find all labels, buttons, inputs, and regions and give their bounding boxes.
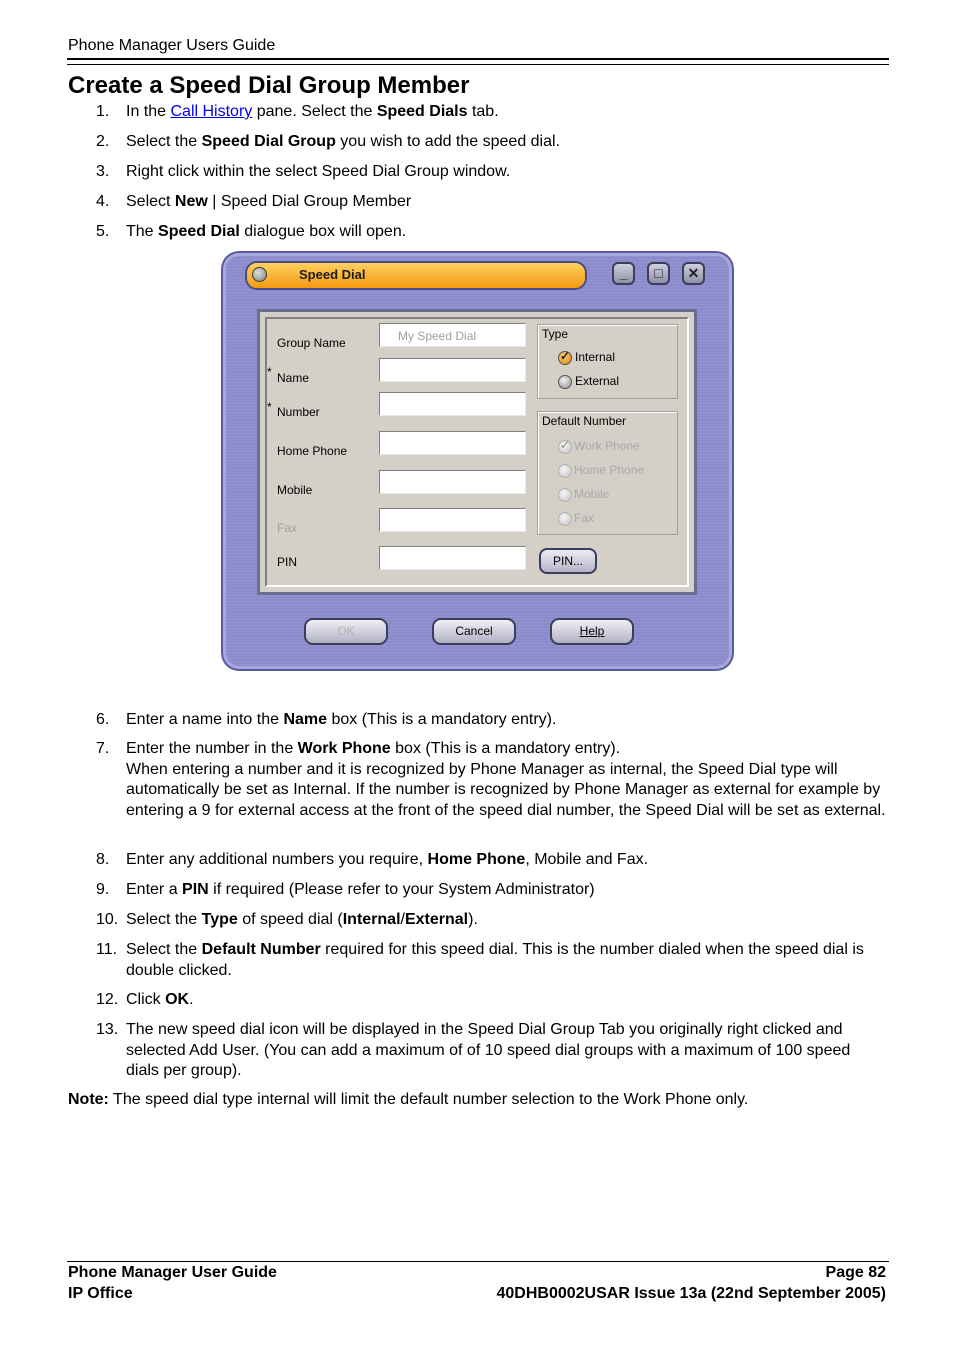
step-11: 11. Select the Default Number required for this speed dial. This is the number dialed when the speed dial is double clicked. bbox=[96, 941, 864, 979]
help-button[interactable] bbox=[550, 618, 634, 645]
pin-label: PIN bbox=[277, 555, 298, 569]
mobile-label: Mobile bbox=[277, 483, 313, 497]
step-9: 9. Enter a PIN if required (Please refer to your System Administrator) bbox=[96, 881, 595, 898]
step-7: 7. Enter the number in the Work Phone box (This is a mandatory entry). When entering a number and it is recognized by Phone Manager as internal, the Speed Dial type will automatically be set as Internal. If the number is recognized by Phone Manager as external for example by entering a 9 for external access at the front of the speed dial number, the Speed Dial will be set as external. bbox=[96, 740, 886, 819]
type-group bbox=[537, 324, 678, 399]
header-rule-thin bbox=[67, 64, 889, 65]
name-label: Name bbox=[277, 371, 310, 385]
name-input[interactable] bbox=[379, 358, 526, 382]
external-radio[interactable] bbox=[558, 375, 572, 389]
number-label: Number bbox=[277, 405, 320, 419]
step-1: 1. In the Call History pane. Select the Speed Dials tab. bbox=[96, 103, 499, 120]
default-number-group bbox=[537, 411, 678, 535]
internal-radio[interactable] bbox=[558, 351, 572, 365]
note-label: Note: bbox=[68, 1091, 109, 1108]
work-phone-checkbox bbox=[558, 440, 572, 454]
step-3: 3. Right click within the select Speed Dial Group window. bbox=[96, 163, 511, 180]
fax-option-label: Fax bbox=[574, 511, 595, 525]
home-phone-input[interactable] bbox=[379, 431, 526, 455]
dialog-titlebar[interactable] bbox=[245, 261, 587, 290]
external-label[interactable]: External bbox=[575, 374, 620, 388]
minimize-button[interactable]: _ bbox=[612, 262, 635, 285]
mobile-option-label: Mobile bbox=[574, 487, 610, 501]
page-title: Create a Speed Dial Group Member bbox=[68, 72, 470, 99]
form-panel bbox=[257, 309, 697, 595]
ok-button: OK bbox=[304, 618, 388, 645]
footer-guide-name: Phone Manager User Guide bbox=[68, 1264, 277, 1281]
step-10: 10. Select the Type of speed dial (Internal/External). bbox=[96, 911, 478, 928]
note bbox=[68, 1091, 748, 1109]
pin-input[interactable] bbox=[379, 546, 526, 570]
step-8: 8. Enter any additional numbers you require, Home Phone, Mobile and Fax. bbox=[96, 851, 649, 868]
mobile-input[interactable] bbox=[379, 470, 526, 494]
step-7-detail: When entering a number and it is recognized by Phone Manager as internal, the Speed Dial type will automatically be set as Internal. If the number is recognized by Phone Manager as external for example by entering a 9 for external access at the front of the speed dial number, the Speed Dial will be set as external. bbox=[126, 760, 886, 819]
fax-checkbox bbox=[558, 512, 572, 526]
help-button-label: Help bbox=[579, 624, 605, 638]
close-button[interactable]: ✕ bbox=[682, 262, 705, 285]
running-header: Phone Manager Users Guide bbox=[68, 37, 276, 54]
form-frame bbox=[265, 317, 689, 587]
home-phone-label: Home Phone bbox=[277, 444, 348, 458]
speed-dial-dialog bbox=[221, 251, 734, 671]
header-rule bbox=[67, 58, 889, 60]
group-name-field: My Speed Dial bbox=[379, 323, 526, 347]
step-4: 4. Select New | Speed Dial Group Member bbox=[96, 193, 412, 210]
call-history-link[interactable]: Call History bbox=[170, 103, 253, 120]
group-name-label: Group Name bbox=[277, 336, 346, 350]
footer-page-number: Page 82 bbox=[825, 1264, 886, 1281]
pin-button[interactable]: PIN... bbox=[539, 548, 597, 574]
type-group-title: Type bbox=[542, 327, 569, 341]
maximize-button[interactable]: □ bbox=[647, 262, 670, 285]
mobile-checkbox bbox=[558, 488, 572, 502]
step-13: 13. The new speed dial icon will be displayed in the Speed Dial Group Tab you originally right clicked and selected Add User. (You can add a maximum of of 10 speed dial groups with a maximum of 100 speed dials per group). bbox=[96, 1021, 851, 1079]
step-6: 6. Enter a name into the Name box (This is a mandatory entry). bbox=[96, 711, 557, 728]
internal-label[interactable]: Internal bbox=[575, 350, 616, 364]
footer-product: IP Office bbox=[68, 1285, 133, 1302]
cancel-button[interactable]: Cancel bbox=[432, 618, 516, 645]
step-12: 12. Click OK. bbox=[96, 991, 194, 1008]
work-phone-label: Work Phone bbox=[574, 439, 640, 453]
window-orb-icon bbox=[252, 267, 267, 282]
dialog-title: Speed Dial bbox=[299, 267, 366, 282]
fax-label: Fax bbox=[277, 521, 298, 535]
footer-issue: 40DHB0002USAR Issue 13a (22nd September 2005) bbox=[496, 1285, 886, 1302]
footer-rule bbox=[67, 1261, 889, 1262]
default-number-title: Default Number bbox=[542, 414, 627, 428]
note-text: The speed dial type internal will limit the default number selection to the Work Phone only. bbox=[108, 1091, 749, 1108]
number-required-mark: * bbox=[267, 400, 272, 414]
home-phone-checkbox bbox=[558, 464, 572, 478]
home-phone-option-label: Home Phone bbox=[574, 463, 645, 477]
step-2: 2. Select the Speed Dial Group you wish to add the speed dial. bbox=[96, 133, 561, 150]
number-input[interactable] bbox=[379, 392, 526, 416]
fax-input bbox=[379, 508, 526, 532]
name-required-mark: * bbox=[267, 365, 272, 379]
step-5: 5. The Speed Dial dialogue box will open. bbox=[96, 223, 407, 240]
